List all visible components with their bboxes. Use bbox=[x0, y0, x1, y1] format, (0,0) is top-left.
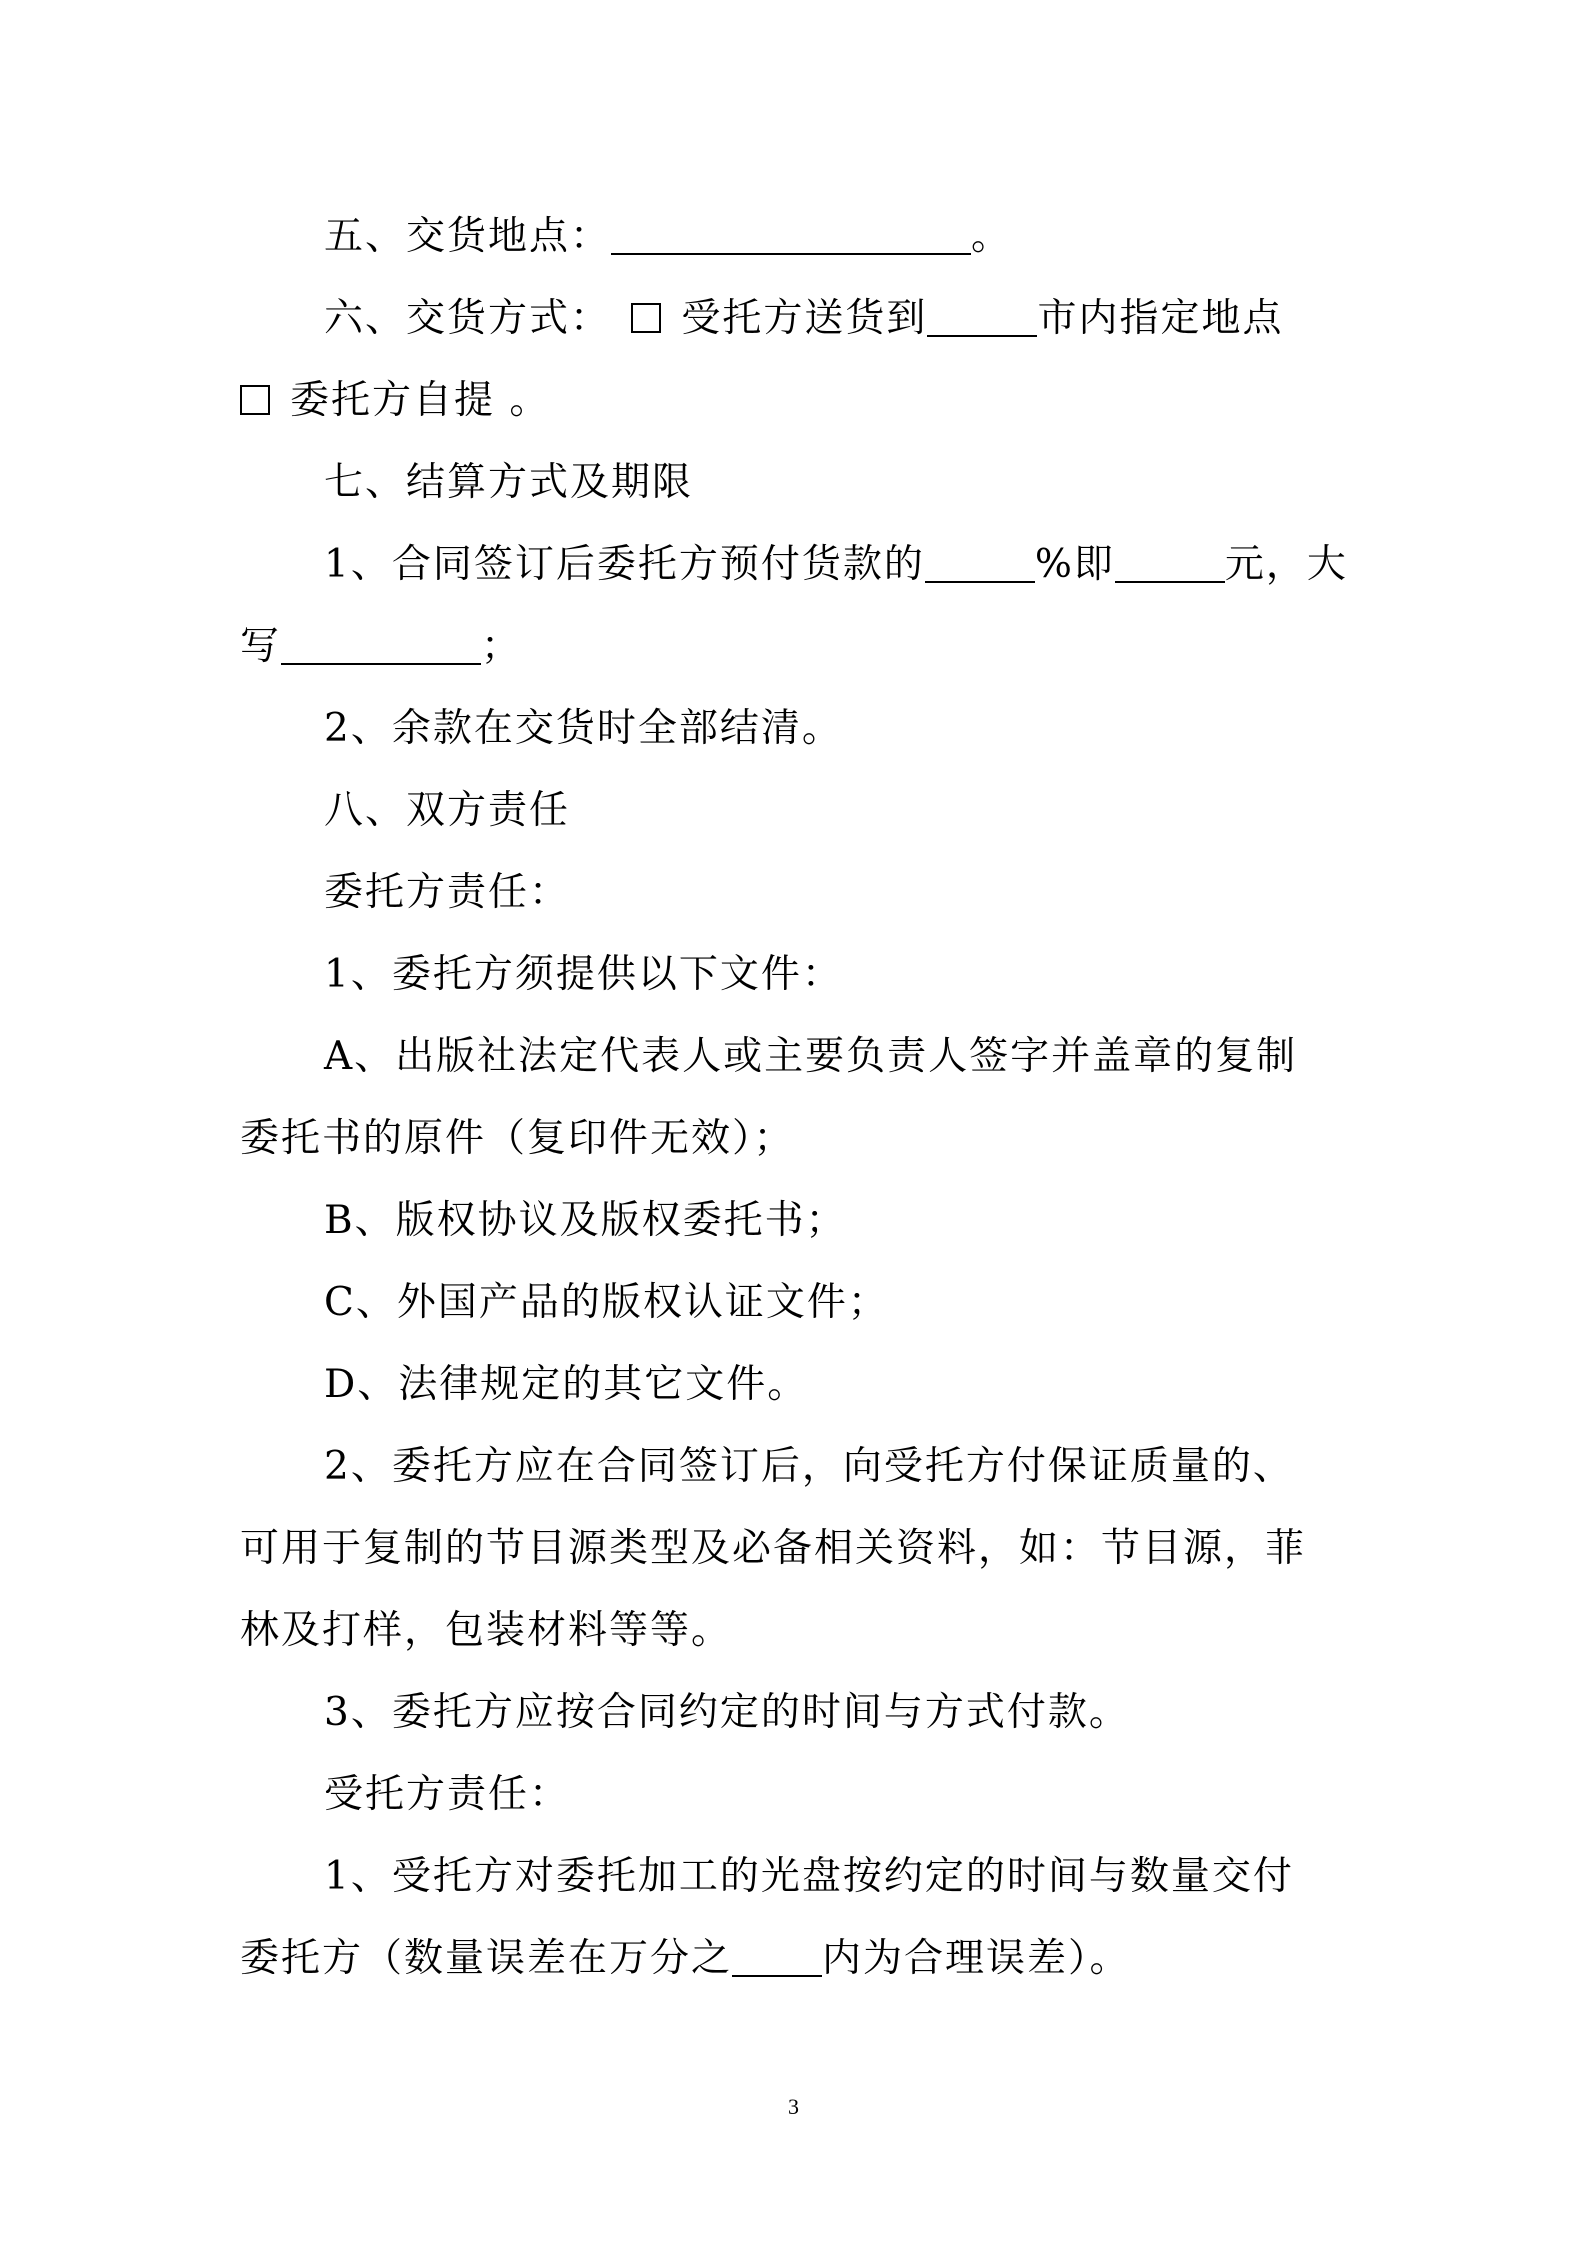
client-clause-3: 3、委托方应按合同约定的时间与方式付款。 bbox=[324, 1690, 1130, 1735]
page-number: 3 bbox=[788, 2094, 799, 2119]
prepayment-end: 元，大 bbox=[1224, 542, 1348, 587]
prepayment-percent-blank bbox=[925, 537, 1035, 583]
client-clause-1a-cont: 委托书的原件（复印件无效）； bbox=[240, 1116, 795, 1161]
client-clause-1d: D、法律规定的其它文件。 bbox=[324, 1362, 809, 1407]
client-clause-1a: A、出版社法定代表人或主要负责人签字并盖章的复制 bbox=[324, 1034, 1298, 1079]
section-heading-settlement: 七、结算方式及期限 bbox=[324, 460, 694, 505]
prepayment-line-2 bbox=[240, 606, 1355, 688]
delivery-option-pickup-end: 。 bbox=[509, 378, 551, 423]
prepayment-capital-label: 写 bbox=[240, 624, 282, 669]
delivery-option-seller-label: 受托方送货到 bbox=[681, 296, 928, 341]
client-responsibilities-heading: 委托方责任： bbox=[324, 870, 571, 915]
delivery-method-label: 六、交货方式： bbox=[324, 296, 612, 341]
client-clause-1c: C、外国产品的版权认证文件； bbox=[324, 1280, 889, 1325]
contractor-clause-1-cont bbox=[240, 1918, 1355, 2000]
client-clause-1: 1、委托方须提供以下文件： bbox=[324, 952, 843, 997]
delivery-city-blank bbox=[927, 291, 1037, 337]
document-body bbox=[240, 196, 1355, 2000]
delivery-location-line bbox=[240, 196, 1355, 278]
checkbox-icon[interactable] bbox=[631, 303, 661, 333]
contractor-responsibilities-heading: 受托方责任： bbox=[324, 1772, 571, 1817]
delivery-location-end: 。 bbox=[971, 214, 1013, 259]
tolerance-end: 内为合理误差）。 bbox=[822, 1936, 1131, 1981]
section-heading-responsibilities: 八、双方责任 bbox=[324, 788, 571, 833]
delivery-option-seller-end: 市内指定地点 bbox=[1037, 296, 1284, 341]
balance-clause: 2、余款在交货时全部结清。 bbox=[324, 706, 843, 751]
delivery-method-line bbox=[240, 278, 1355, 360]
prepayment-mid: %即 bbox=[1034, 542, 1115, 587]
checkbox-icon[interactable] bbox=[240, 385, 270, 415]
prepayment-line bbox=[240, 524, 1355, 606]
contractor-clause-1: 1、受托方对委托加工的光盘按约定的时间与数量交付 bbox=[324, 1854, 1294, 1899]
delivery-option-pickup-label: 委托方自提 bbox=[290, 378, 496, 423]
client-clause-2-cont: 可用于复制的节目源类型及必备相关资料，如：节目源，菲 bbox=[240, 1526, 1307, 1571]
delivery-method-line-2 bbox=[240, 360, 1355, 442]
client-clause-2: 2、委托方应在合同签订后，向受托方付保证质量的、 bbox=[324, 1444, 1294, 1489]
client-clause-1b: B、版权协议及版权委托书； bbox=[324, 1198, 847, 1243]
delivery-location-label: 五、交货地点： bbox=[324, 214, 612, 259]
client-clause-2-cont-2: 林及打样，包装材料等等。 bbox=[240, 1608, 733, 1653]
prepayment-capital-end: ； bbox=[481, 624, 523, 669]
prepayment-label: 1、合同签订后委托方预付货款的 bbox=[324, 542, 925, 587]
delivery-location-blank bbox=[611, 209, 971, 255]
tolerance-label: 委托方（数量误差在万分之 bbox=[240, 1936, 733, 1981]
prepayment-capital-blank bbox=[281, 619, 481, 665]
tolerance-blank bbox=[732, 1931, 822, 1977]
prepayment-amount-blank bbox=[1115, 537, 1225, 583]
